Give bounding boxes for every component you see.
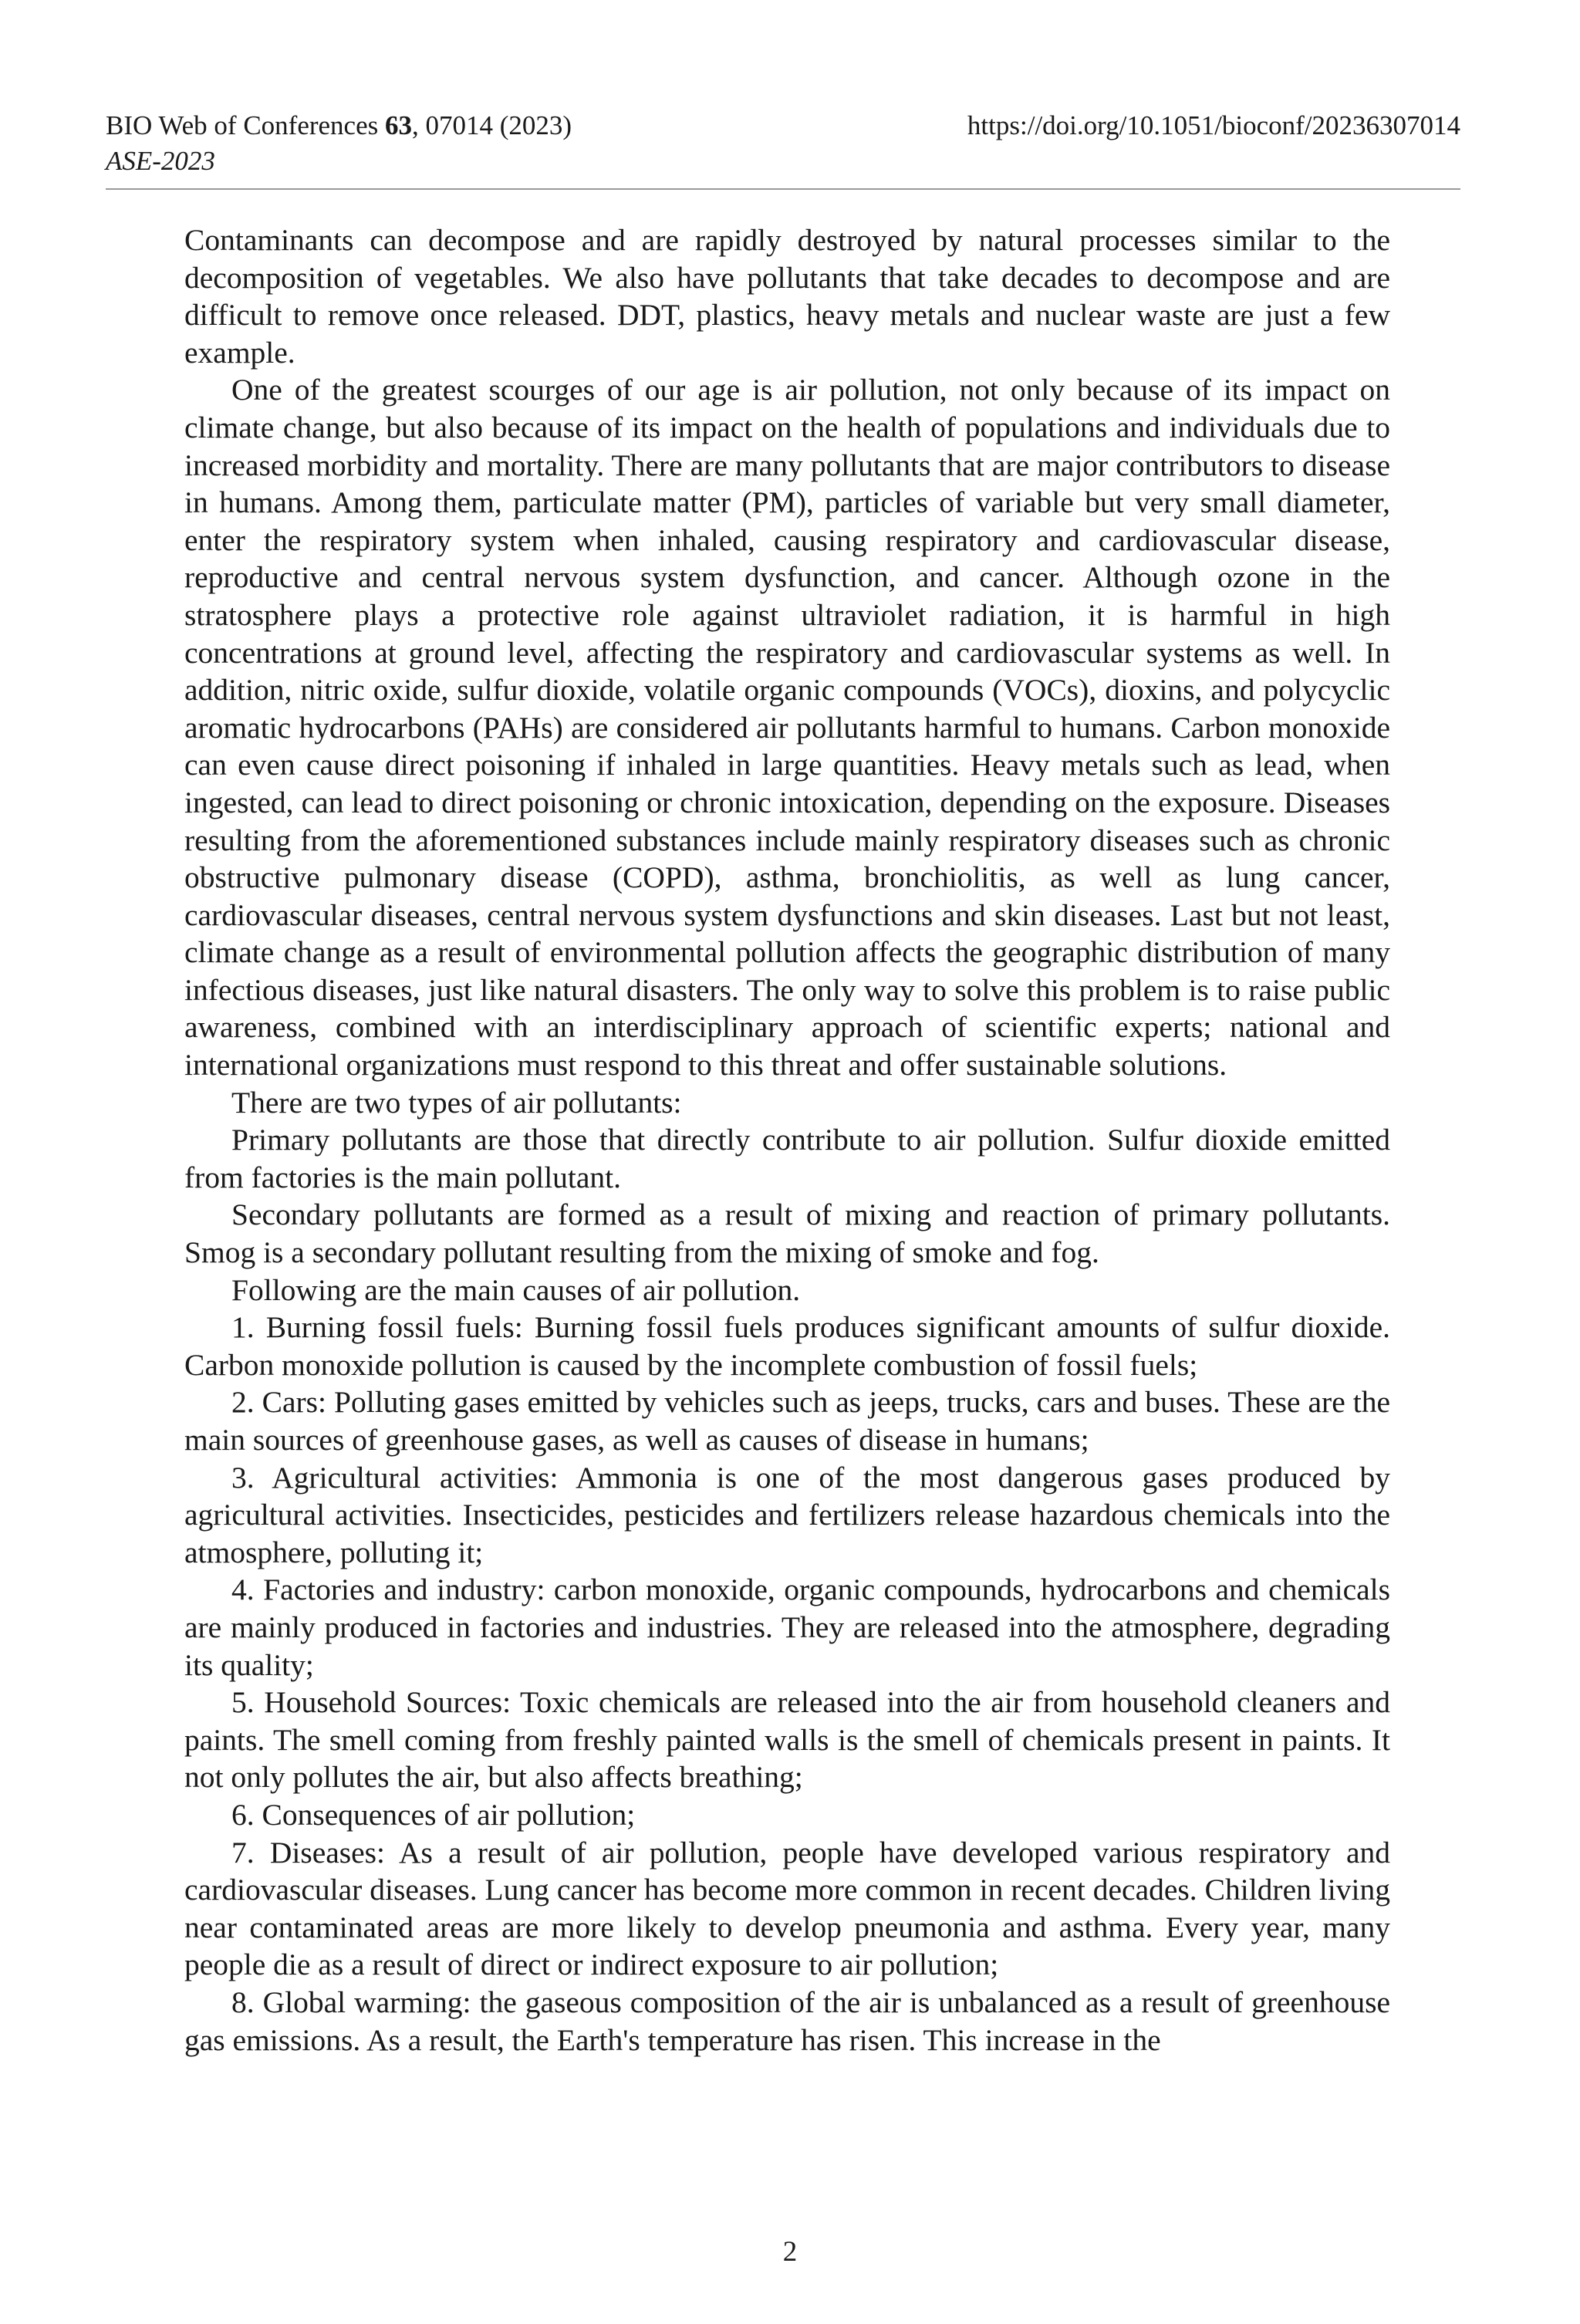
journal-line — [106, 108, 572, 144]
body-paragraph: Primary pollutants are those that directly contribute to air pollution. Sulfur dioxide emitted from factories is the main pollutant. — [184, 1123, 1390, 1194]
conference-name: ASE-2023 — [106, 146, 215, 176]
page-number: 2 — [782, 2236, 798, 2268]
running-header — [106, 108, 1460, 190]
list-item: 1. Burning fossil fuels: Burning fossil fuels produces significant amounts of sulfur dioxide. Carbon monoxide pollution is caused by the incomplete combustion of fossil fuels; — [184, 1310, 1390, 1382]
journal-name: BIO Web of Conferences — [106, 110, 385, 140]
list-item: 5. Household Sources: Toxic chemicals are released into the air from household cleaners and paints. The smell coming from freshly painted walls is the smell of chemicals present in paints. It not only pollutes the air, but also affects breathing; — [184, 1685, 1390, 1795]
list-item: 6. Consequences of air pollution; — [231, 1797, 636, 1832]
list-item: 2. Cars: Polluting gases emitted by vehicles such as jeeps, trucks, cars and buses. These are the main sources of greenhouse gases, as well as causes of disease in humans; — [184, 1385, 1390, 1457]
body-paragraph: There are two types of air pollutants: — [231, 1085, 682, 1120]
doi-link[interactable]: https://doi.org/10.1051/bioconf/20236307014 — [967, 110, 1460, 140]
article-body — [184, 221, 1390, 2059]
list-item: 4. Factories and industry: carbon monoxide, organic compounds, hydrocarbons and chemicals are mainly produced in factories and industries. They are released into the atmosphere, degrading its quality; — [184, 1572, 1390, 1682]
journal-volume: 63 — [384, 110, 412, 140]
body-paragraph: Following are the main causes of air pollution. — [231, 1272, 801, 1307]
journal-citation — [106, 108, 572, 179]
body-paragraph: Secondary pollutants are formed as a result of mixing and reaction of primary pollutants. Smog is a secondary pollutant resulting from the mixing of smoke and fog. — [184, 1197, 1390, 1270]
body-paragraph: Contaminants can decompose and are rapidly destroyed by natural processes similar to the decomposition of vegetables. We also have pollutants that take decades to decompose and are difficult to remove once released. DDT, plastics, heavy metals and nuclear waste are just a few example. — [184, 223, 1390, 370]
article-number: , 07014 (2023) — [411, 110, 572, 140]
body-paragraph: One of the greatest scourges of our age is air pollution, not only because of its impact on climate change, but also because of its impact on the health of populations and individuals due to increased morbidity and mortality. There are many pollutants that are major contributors to disease in humans. Among them, particulate matter (PM), particles of variable but very small diameter, enter the respiratory system when inhaled, causing respiratory and cardiovascular disease, reproductive and central nervous system dysfunction, and cancer. Although ozone in the stratosphere plays a protective role against ultraviolet radiation, it is harmful in high concentrations at ground level, affecting the respiratory and cardiovascular systems as well. In addition, nitric oxide, sulfur dioxide, volatile organic compounds (VOCs), dioxins, and polycyclic aromatic hydrocarbons (PAHs) are considered air pollutants harmful to humans. Carbon monoxide can even cause direct poisoning if inhaled in large quantities. Heavy metals such as lead, when ingested, can lead to direct poisoning or chronic intoxication, depending on the exposure. Diseases resulting from the aforementioned substances include mainly respiratory diseases such as chronic obstructive pulmonary disease (COPD), asthma, bronchiolitis, as well as lung cancer, cardiovascular diseases, central nervous system dysfunctions and skin diseases. Last but not least, climate change as a result of environmental pollution affects the geographic distribution of many infectious diseases, just like natural disasters. The only way to solve this problem is to raise public awareness, combined with an interdisciplinary approach of scientific experts; national and international organizations must respond to this threat and offer sustainable solutions. — [184, 373, 1390, 1083]
list-item: 3. Agricultural activities: Ammonia is one of the most dangerous gases produced by agricultural activities. Insecticides, pesticides and fertilizers release hazardous chemicals into the atmosphere, polluting it; — [184, 1460, 1390, 1569]
list-item: 7. Diseases: As a result of air pollution, people have developed various respiratory and cardiovascular diseases. Lung cancer has become more common in recent decades. Children living near contaminated areas are more likely to develop pneumonia and asthma. Every year, many people die as a result of direct or indirect exposure to air pollution; — [184, 1835, 1390, 1982]
list-item: 8. Global warming: the gaseous composition of the air is unbalanced as a result of greenhouse gas emissions. As a result, the Earth's temperature has risen. This increase in the — [184, 1985, 1390, 2057]
